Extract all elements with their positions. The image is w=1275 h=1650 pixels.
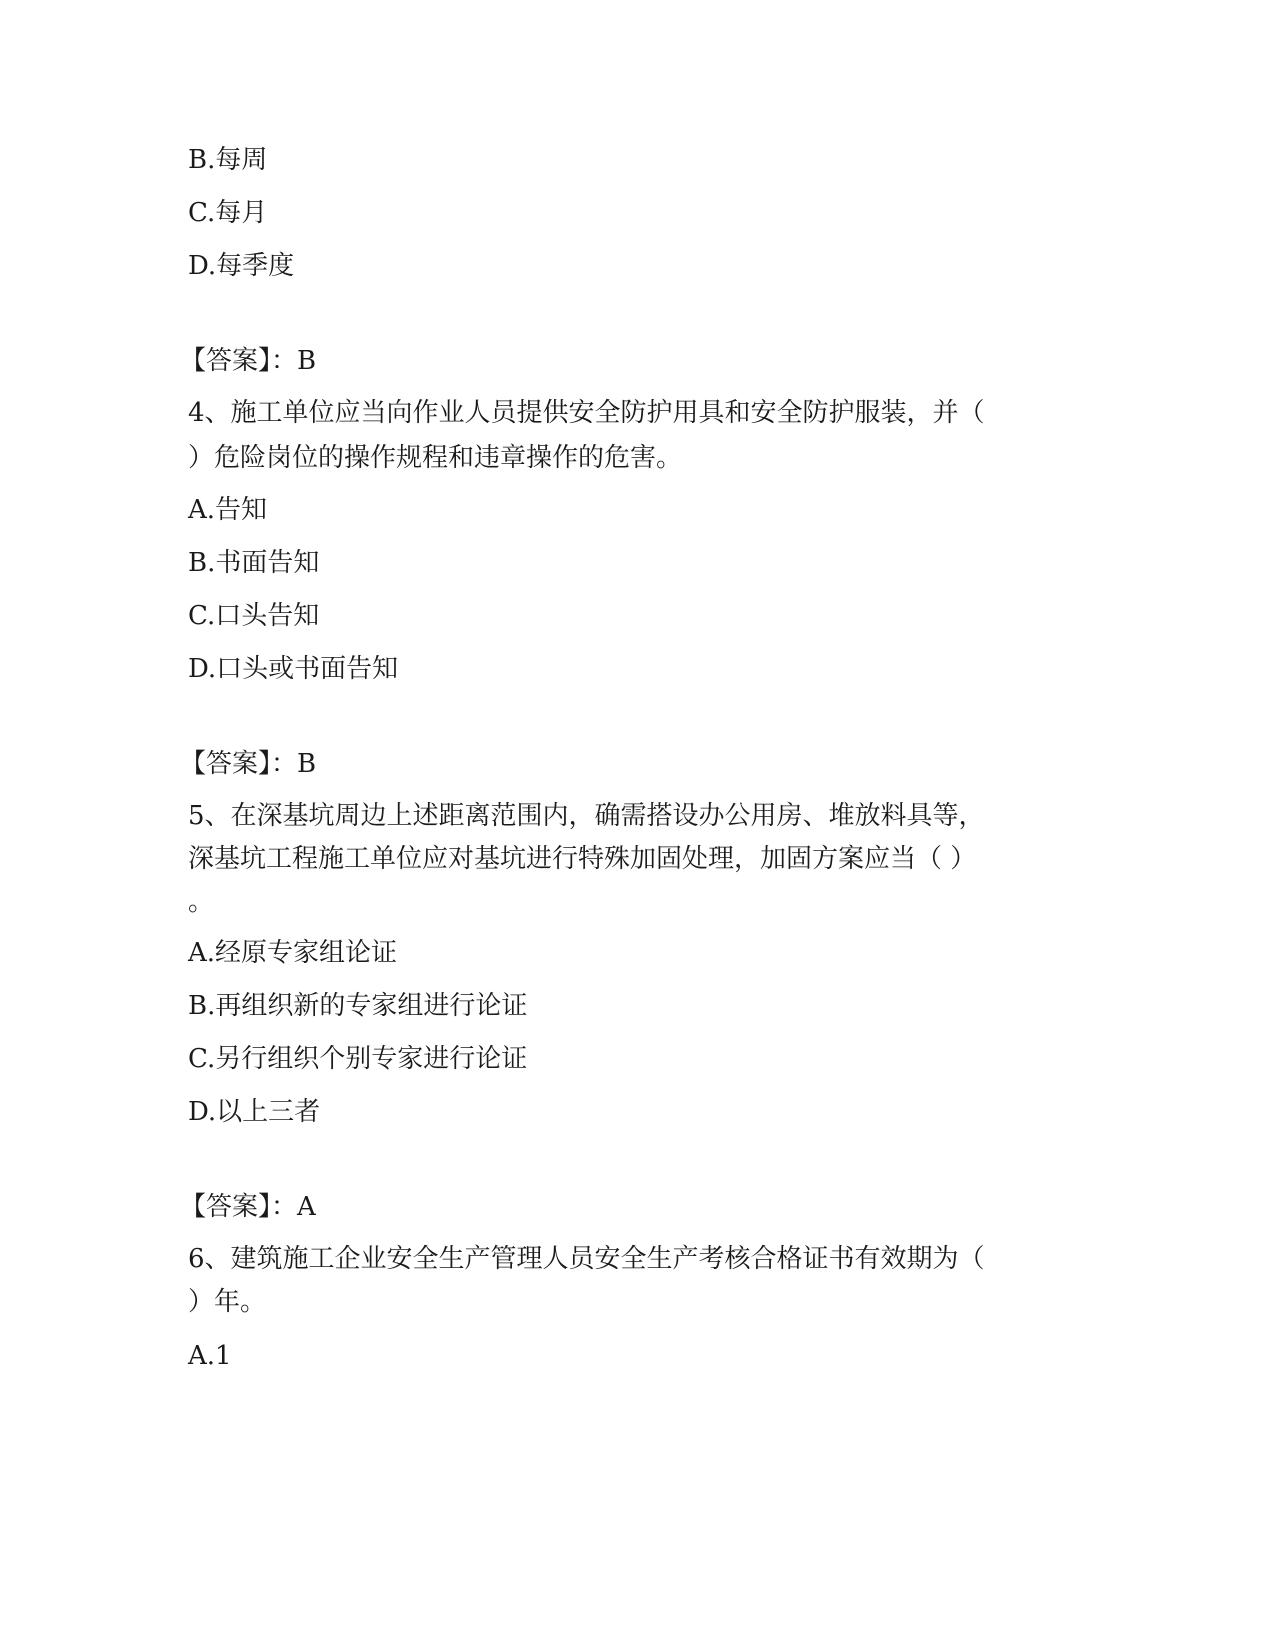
q5-option-b: B.再组织新的专家组进行论证 (188, 991, 528, 1021)
q3-answer: 【答案】：B (180, 346, 317, 376)
q6-stem-line-2: ）年。 (188, 1287, 267, 1317)
q3-option-c: C.每月 (188, 198, 268, 228)
q4-option-c: C.口头告知 (188, 601, 320, 631)
q4-answer: 【答案】：B (180, 749, 317, 779)
q6-option-a: A.1 (188, 1341, 232, 1371)
q5-answer: 【答案】：A (180, 1192, 316, 1222)
q5-stem-line-2: 深基坑工程施工单位应对基坑进行特殊加固处理，加固方案应当（ ） (188, 844, 977, 874)
q4-option-b: B.书面告知 (188, 548, 320, 578)
q5-option-d: D.以上三者 (188, 1097, 321, 1127)
q5-stem-line-1: 5、在深基坑周边上述距离范围内，确需搭设办公用房、堆放料具等， (188, 801, 985, 831)
q3-option-b: B.每周 (188, 145, 268, 175)
q4-stem-line-1: 4、施工单位应当向作业人员提供安全防护用具和安全防护服装，并（ (188, 398, 985, 428)
q3-option-d: D.每季度 (188, 251, 295, 281)
q5-stem-line-3: 。 (188, 887, 215, 917)
q4-option-a: A.告知 (188, 495, 268, 525)
q5-option-c: C.另行组织个别专家进行论证 (188, 1044, 528, 1074)
q4-stem-line-2: ）危险岗位的操作规程和违章操作的危害。 (188, 443, 683, 473)
q4-option-d: D.口头或书面告知 (188, 654, 399, 684)
q6-stem-line-1: 6、建筑施工企业安全生产管理人员安全生产考核合格证书有效期为（ (188, 1244, 985, 1274)
q5-option-a: A.经原专家组论证 (188, 938, 398, 968)
